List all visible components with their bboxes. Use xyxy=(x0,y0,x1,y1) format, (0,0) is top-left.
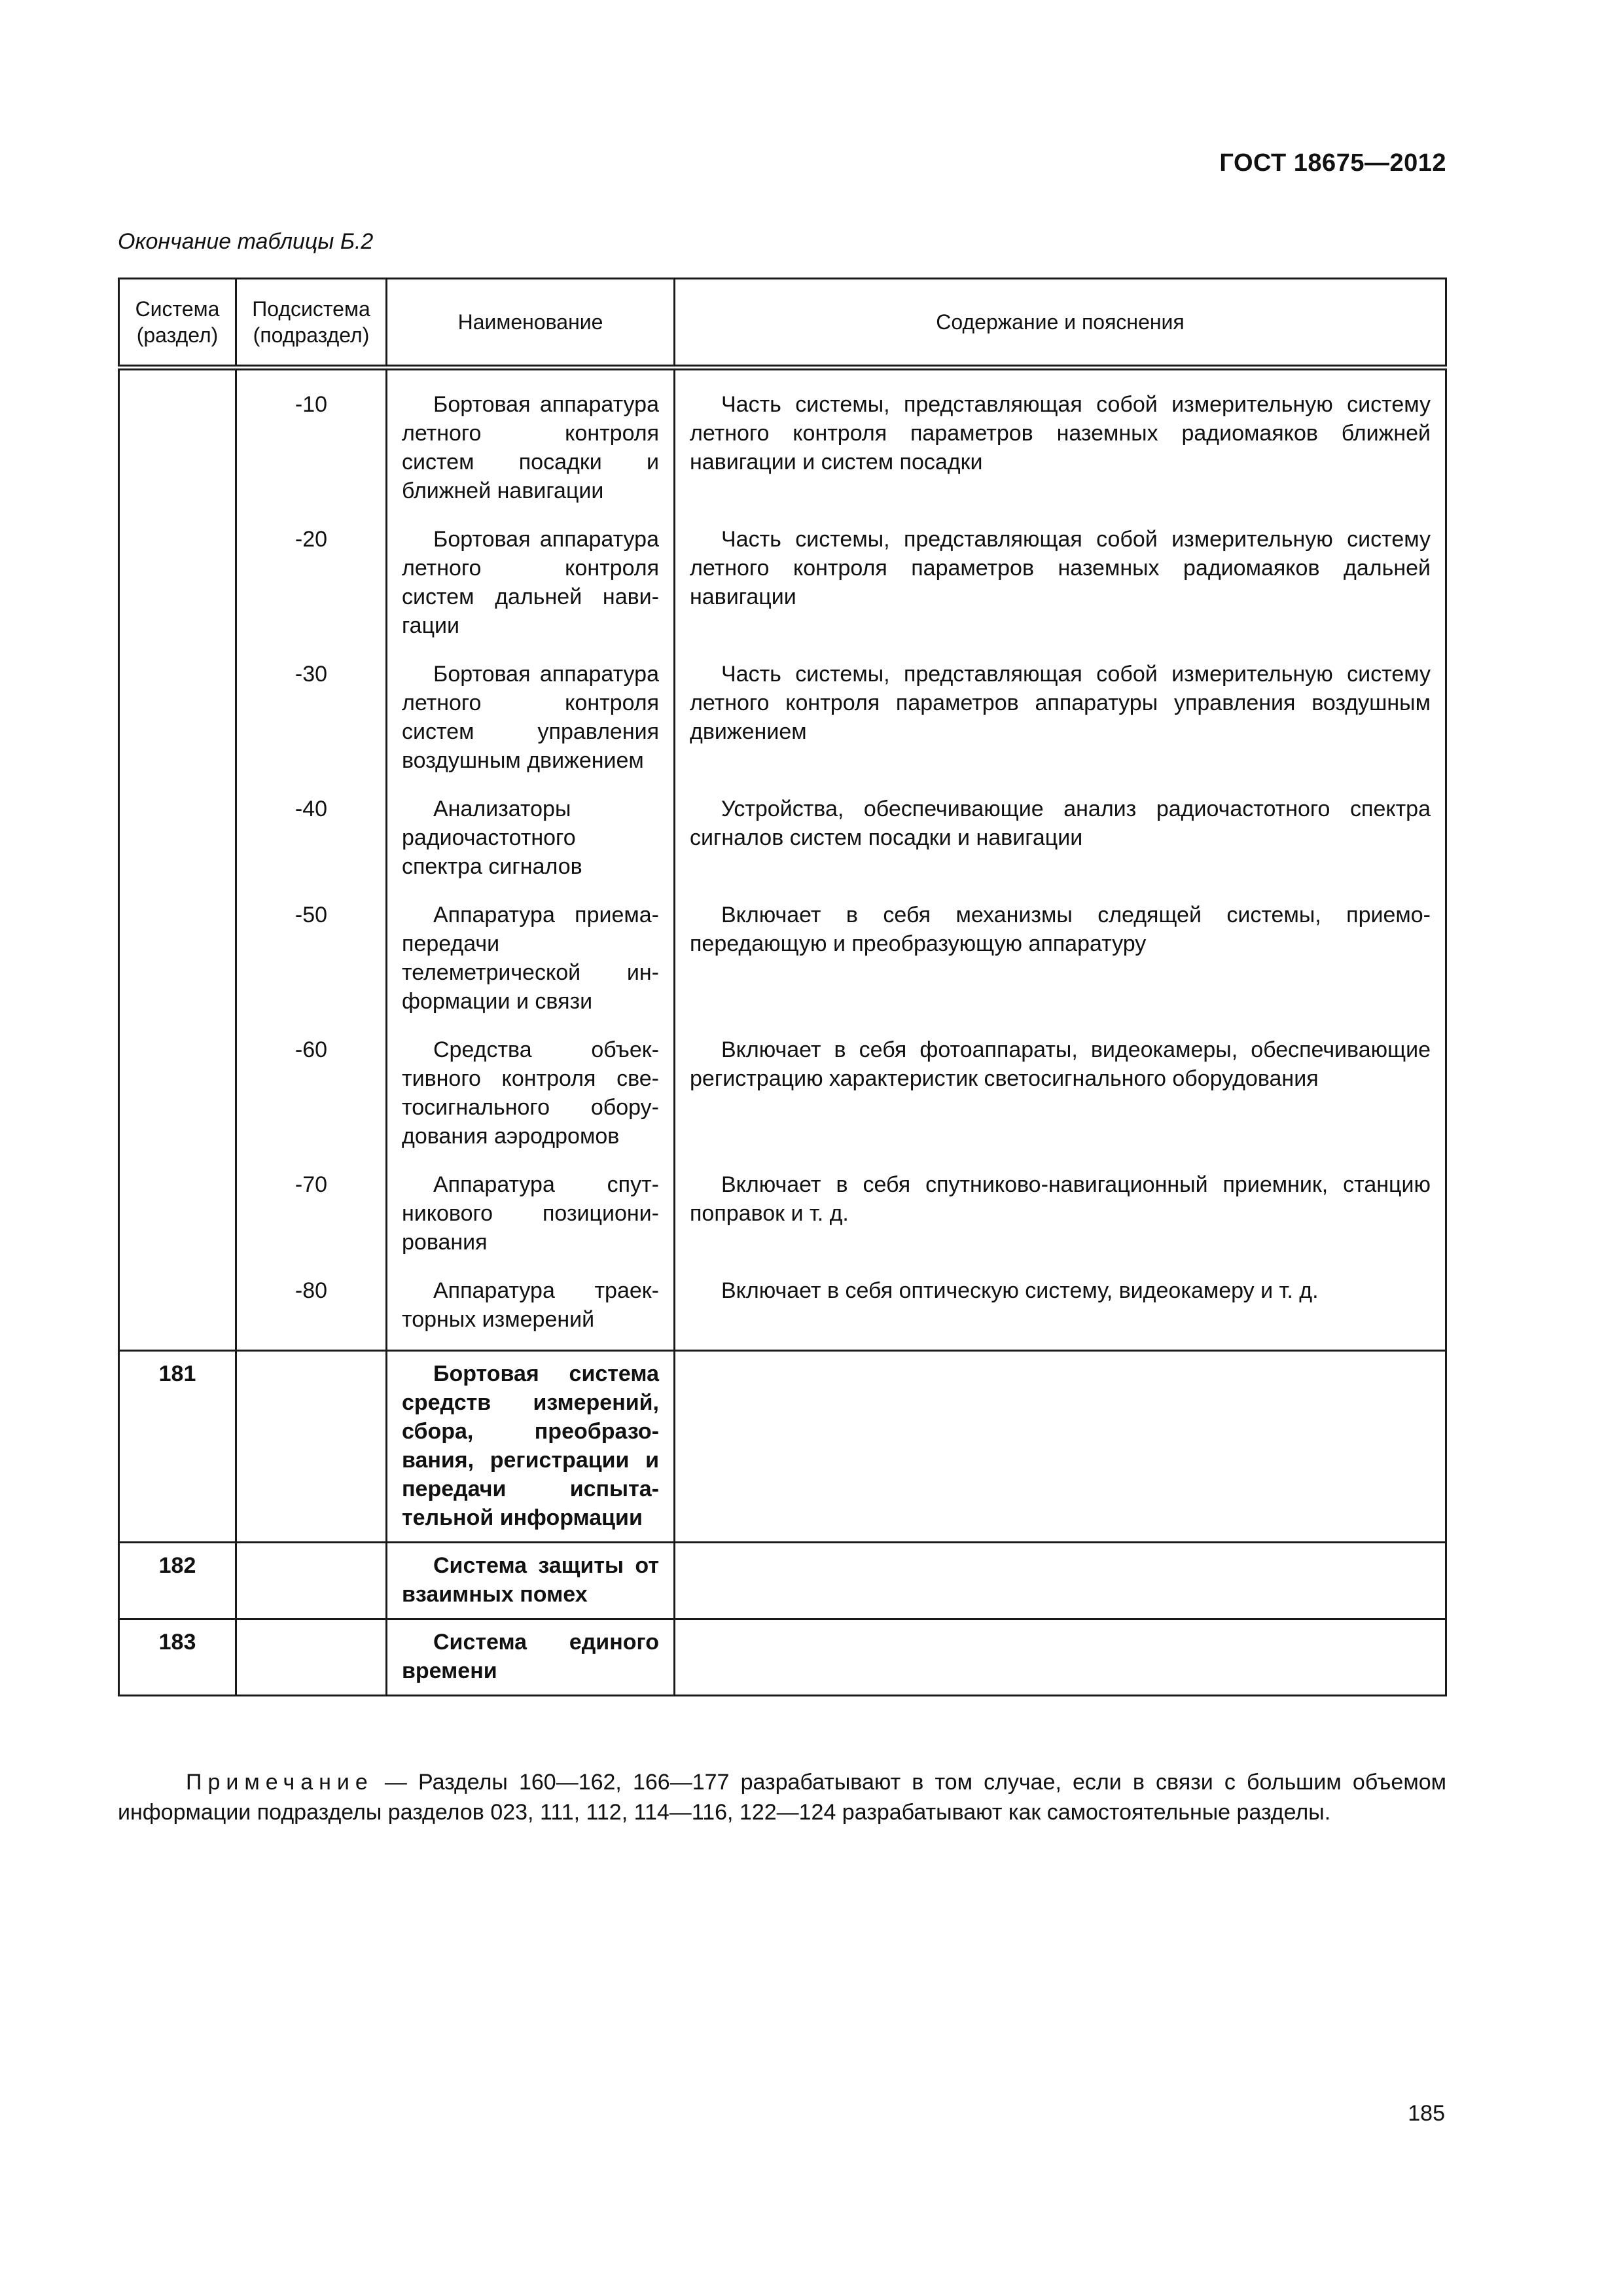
subsystem-code: -20 xyxy=(236,520,387,655)
item-description: Включает в себя механизмы следящей системы, приемопередающую и преобразующую аппаратуру xyxy=(675,895,1446,1030)
table-header-row xyxy=(119,279,1446,368)
table-row xyxy=(119,1030,1446,1165)
item-description: Устройства, обеспечивающие анализ радиочастотного спектра сигналов систем посадки и навигации xyxy=(675,789,1446,895)
classification-table xyxy=(118,278,1447,1696)
item-name: Аппаратура траекторных измерений xyxy=(387,1271,675,1351)
item-description: Часть системы, представляющая собой измерительную систему летного контроля параметров аппаратуры управления воздушным движением xyxy=(675,655,1446,789)
page-number: 185 xyxy=(1408,2101,1445,2126)
subsystem-code: -60 xyxy=(236,1030,387,1165)
system-cell xyxy=(119,520,236,655)
section-description xyxy=(675,1543,1446,1619)
section-description xyxy=(675,1351,1446,1543)
section-description xyxy=(675,1619,1446,1696)
document-standard-number: ГОСТ 18675—2012 xyxy=(1219,149,1446,177)
table-section-row xyxy=(119,1619,1446,1696)
table-section-row xyxy=(119,1351,1446,1543)
item-description: Часть системы, представляющая собой измерительную систему летного контроля параметров наземных радиомаяков дальней навигации xyxy=(675,520,1446,655)
section-name: Система единого времени xyxy=(387,1619,675,1696)
header-description: Содержание и пояснения xyxy=(675,279,1446,368)
section-name: Система защиты от взаимных помех xyxy=(387,1543,675,1619)
note-label: Примечание xyxy=(186,1770,374,1795)
item-name: Аппаратура приема-передачи телеметрической информации и связи xyxy=(387,895,675,1030)
item-name: Бортовая аппаратура летного контроля систем посадки и ближней навигации xyxy=(387,368,675,520)
item-name: Средства объективного контроля светосигнального оборудования аэродромов xyxy=(387,1030,675,1165)
subsystem-cell xyxy=(236,1619,387,1696)
section-code: 183 xyxy=(119,1619,236,1696)
table-row xyxy=(119,520,1446,655)
system-cell xyxy=(119,1165,236,1271)
subsystem-code: -80 xyxy=(236,1271,387,1351)
system-cell xyxy=(119,655,236,789)
subsystem-cell xyxy=(236,1543,387,1619)
item-description: Включает в себя оптическую систему, видеокамеру и т. д. xyxy=(675,1271,1446,1351)
item-name: Бортовая аппаратура летного контроля систем дальней навигации xyxy=(387,520,675,655)
note-text: — Разделы 160—162, 166—177 разрабатывают в том случае, если в связи с большим объемом информации подразделы разделов 023, 111, 112, 114—116, 122—124 разрабатывают как самостоятельные разделы. xyxy=(118,1770,1446,1825)
item-name: Бортовая аппаратура летного контроля систем управления воздушным движением xyxy=(387,655,675,789)
table-caption: Окончание таблицы Б.2 xyxy=(118,229,374,254)
table-row xyxy=(119,789,1446,895)
system-cell xyxy=(119,1030,236,1165)
section-code: 182 xyxy=(119,1543,236,1619)
header-subsystem: Подсистема (подраздел) xyxy=(236,279,387,368)
subsystem-code: -40 xyxy=(236,789,387,895)
subsystem-code: -50 xyxy=(236,895,387,1030)
item-description: Включает в себя фотоаппараты, видеокамеры, обеспечивающие регистрацию характеристик светосигнального оборудования xyxy=(675,1030,1446,1165)
section-code: 181 xyxy=(119,1351,236,1543)
system-cell xyxy=(119,895,236,1030)
header-system: Система (раздел) xyxy=(119,279,236,368)
item-description: Включает в себя спутниково-навигационный приемник, станцию поправок и т. д. xyxy=(675,1165,1446,1271)
table-row xyxy=(119,1165,1446,1271)
subsystem-code: -10 xyxy=(236,368,387,520)
item-description: Часть системы, представляющая собой измерительную систему летного контроля параметров наземных радиомаяков ближней навигации и систем посадки xyxy=(675,368,1446,520)
table-row xyxy=(119,1271,1446,1351)
system-cell xyxy=(119,368,236,520)
table-row xyxy=(119,368,1446,520)
subsystem-cell xyxy=(236,1351,387,1543)
table-section-row xyxy=(119,1543,1446,1619)
system-cell xyxy=(119,1271,236,1351)
subsystem-code: -30 xyxy=(236,655,387,789)
system-cell xyxy=(119,789,236,895)
item-name: Анализаторы радиочастотного спектра сигналов xyxy=(387,789,675,895)
subsystem-code: -70 xyxy=(236,1165,387,1271)
table-note xyxy=(118,1767,1446,1827)
table-row xyxy=(119,895,1446,1030)
table-row xyxy=(119,655,1446,789)
header-name: Наименование xyxy=(387,279,675,368)
item-name: Аппаратура спутникового позиционирования xyxy=(387,1165,675,1271)
section-name: Бортовая система средств измерений, сбора, преобразования, регистрации и передачи испытательной информации xyxy=(387,1351,675,1543)
